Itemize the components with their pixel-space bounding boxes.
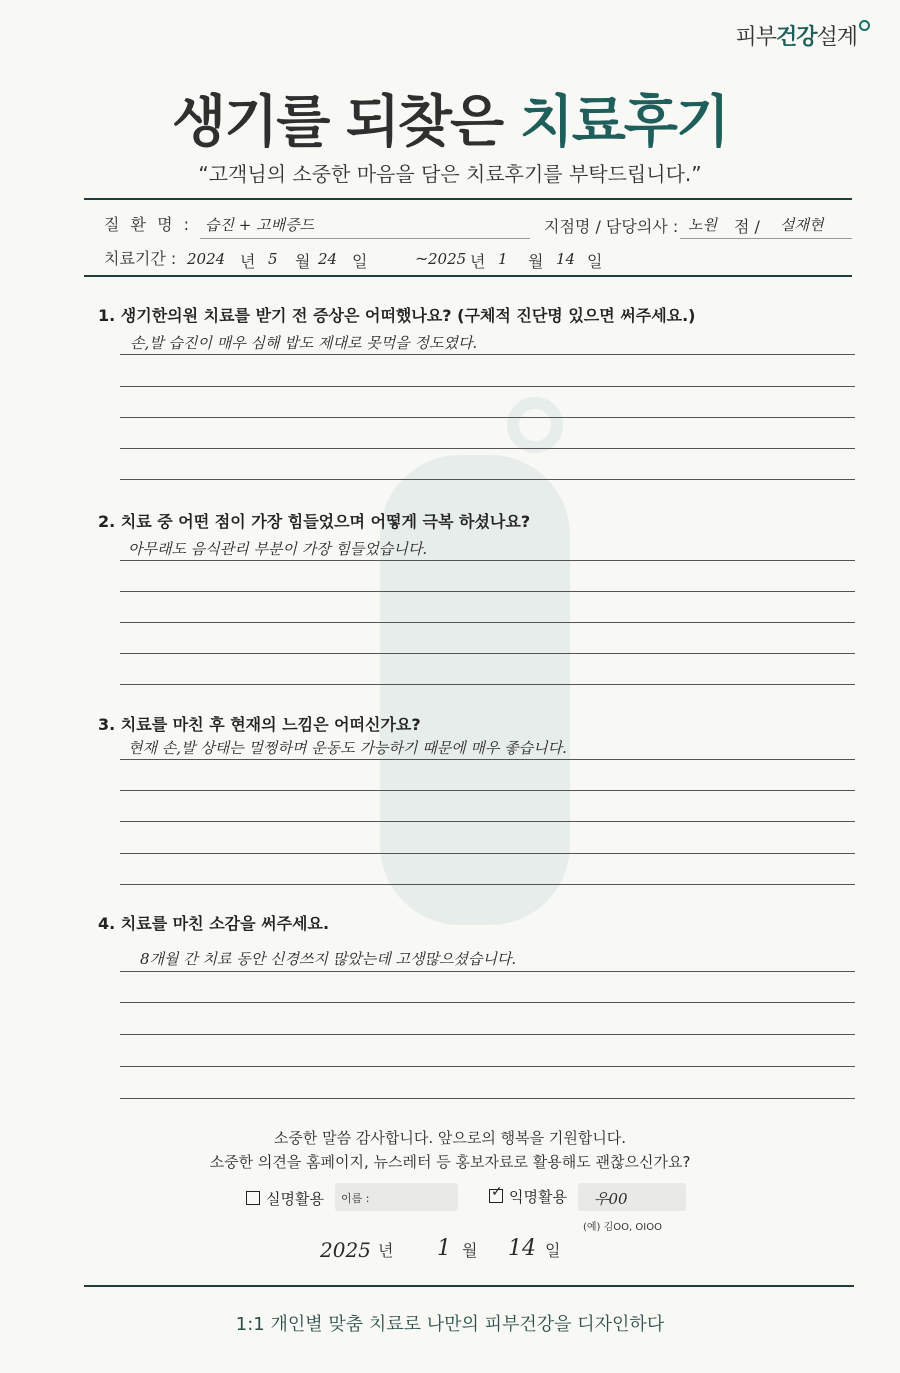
end-day[interactable]: 14 [556, 250, 576, 268]
sign-month[interactable]: 1 [437, 1236, 451, 1261]
start-day-word: 일 [352, 252, 368, 271]
end-day-word: 일 [587, 252, 603, 271]
disease-value[interactable]: 습진 + 고배증드 [205, 216, 315, 234]
start-month[interactable]: 5 [268, 250, 278, 268]
answer-1[interactable]: 손,발 습진이 매우 심해 밥도 제대로 못먹을 정도였다. [130, 334, 478, 352]
branch-underline [680, 238, 852, 239]
answer-line [120, 759, 855, 760]
answer-3[interactable]: 현재 손,발 상태는 멀쩡하며 운동도 가능하기 때문에 매우 좋습니다. [128, 739, 567, 757]
answer-line [120, 479, 855, 480]
answer-line [120, 653, 855, 654]
answer-line [120, 1034, 855, 1035]
sign-year[interactable]: 2025 [320, 1238, 371, 1262]
answer-line [120, 821, 855, 822]
answer-4[interactable]: 8개월 간 치료 동안 신경쓰지 많았는데 고생많으셨습니다. [140, 950, 517, 968]
doctor-value[interactable]: 설재현 [780, 216, 824, 234]
real-name-label: 실명활용 [266, 1190, 324, 1208]
name-field[interactable] [335, 1183, 458, 1211]
start-month-word: 월 [295, 252, 311, 271]
answer-line [120, 448, 855, 449]
name-field-label: 이름 : [341, 1192, 370, 1205]
sign-day-word: 일 [545, 1241, 561, 1260]
sign-day[interactable]: 14 [508, 1236, 536, 1261]
answer-line [120, 853, 855, 854]
example-note: (예) 김OO, OIOO [583, 1222, 662, 1233]
anonymous-field[interactable] [578, 1183, 686, 1211]
answer-line [120, 622, 855, 623]
branch-suffix: 점 / [734, 217, 760, 236]
answer-line [120, 1098, 855, 1099]
sign-month-word: 월 [462, 1241, 478, 1260]
start-year[interactable]: 2024 [187, 250, 226, 268]
page-subtitle: “고객님의 소중한 마음을 담은 치료후기를 부탁드립니다.” [198, 162, 702, 186]
end-year[interactable]: 2025 [428, 250, 467, 268]
brand-logo: 피부건강설계 [735, 20, 870, 51]
branch-value[interactable]: 노원 [688, 216, 717, 234]
title-accent: 치료후기 [519, 90, 728, 155]
question-4: 4. 치료를 마친 소감을 써주세요. [98, 914, 330, 933]
real-name-option[interactable] [246, 1188, 324, 1209]
end-month-word: 월 [528, 252, 544, 271]
header-top-rule [84, 198, 852, 200]
end-month[interactable]: 1 [498, 250, 508, 268]
end-year-word: 년 [470, 252, 486, 271]
sign-year-word: 년 [378, 1241, 394, 1260]
answer-line [120, 591, 855, 592]
period-label: 치료기간 : [104, 249, 177, 268]
anonymous-value[interactable]: 우00 [594, 1190, 628, 1208]
period-tilde: ~ [415, 249, 429, 268]
header-bottom-rule [84, 275, 852, 277]
question-3: 3. 치료를 마친 후 현재의 느낌은 어떠신가요? [98, 715, 421, 734]
anonymous-option[interactable] [489, 1186, 567, 1207]
anonymous-checkbox[interactable] [489, 1184, 503, 1203]
question-2: 2. 치료 중 어떤 점이 가장 힘들었으며 어떻게 극복 하셨나요? [98, 512, 531, 531]
branch-label: 지점명 / 담당의사 : [544, 217, 679, 236]
answer-line [120, 386, 855, 387]
watermark-logo [370, 395, 575, 935]
answer-line [120, 971, 855, 972]
answer-line [120, 790, 855, 791]
answer-line [120, 1002, 855, 1003]
footer-slogan: 1:1 개인별 맞춤 치료로 나만의 피부건강을 디자인하다 [235, 1314, 665, 1335]
answer-line [120, 1066, 855, 1067]
answer-line [120, 560, 855, 561]
title-main: 생기를 되찾은 [172, 90, 520, 155]
check-mark-icon: ✓ [491, 1184, 503, 1200]
answer-line [120, 354, 855, 355]
answer-line [120, 417, 855, 418]
page-title [0, 78, 900, 158]
answer-line [120, 884, 855, 885]
thanks-line-2: 소중한 의견을 홈페이지, 뉴스레터 등 홍보자료로 활용해도 괜찮으신가요? [209, 1153, 691, 1171]
disease-underline [200, 238, 530, 239]
real-name-checkbox[interactable] [246, 1191, 260, 1205]
footer-rule [84, 1285, 854, 1287]
start-day[interactable]: 24 [318, 250, 338, 268]
question-1: 1. 생기한의원 치료를 받기 전 증상은 어떠했나요? (구체적 진단명 있으면 써주세요.) [98, 306, 696, 325]
thanks-line-1: 소중한 말씀 감사합니다. 앞으로의 행복을 기원합니다. [273, 1129, 627, 1147]
answer-2[interactable]: 아무래도 음식관리 부분이 가장 힘들었습니다. [128, 540, 428, 558]
anonymous-label: 익명활용 [509, 1188, 567, 1206]
answer-line [120, 684, 855, 685]
start-year-word: 년 [240, 252, 256, 271]
disease-label: 질 환 명 : [104, 215, 193, 234]
